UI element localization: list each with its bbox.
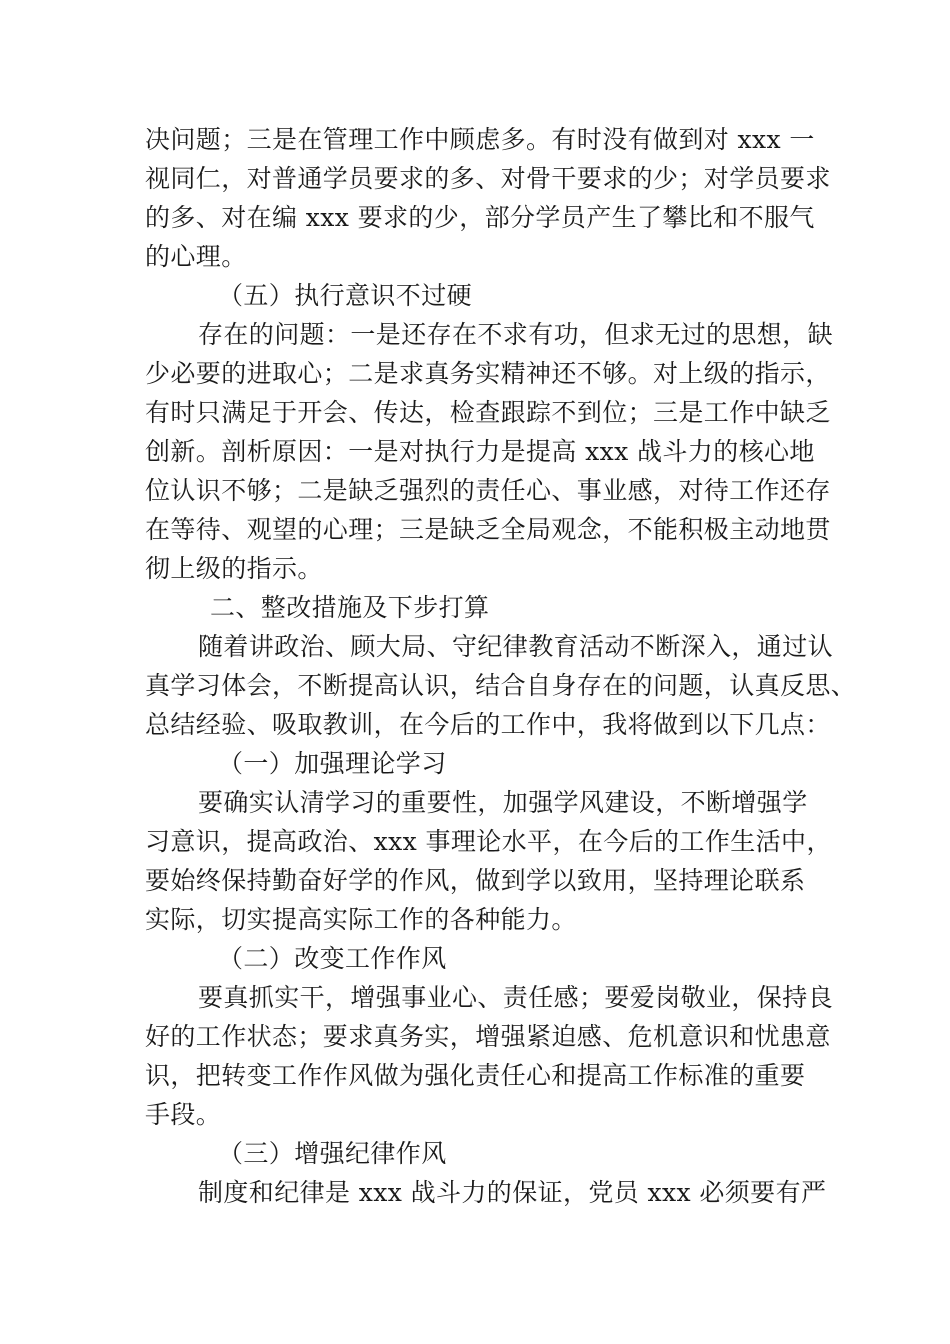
text-line: 位认识不够；二是缺乏强烈的责任心、事业感，对待工作还存 <box>145 476 831 505</box>
text-line: 好的工作状态；要求真务实，增强紧迫感、危机意识和忧患意 <box>145 1022 831 1051</box>
section-heading: （一）加强理论学习 <box>218 749 447 778</box>
text-line: 真学习体会，不断提高认识，结合自身存在的问题，认真反思、 <box>145 671 857 700</box>
text-line: 习意识，提高政治、xxx 事理论水平，在今后的工作生活中， <box>145 827 832 856</box>
text-line: 实际，切实提高实际工作的各种能力。 <box>145 905 577 934</box>
text-line: 视同仁，对普通学员要求的多、对骨干要求的少；对学员要求 <box>145 164 831 193</box>
paragraph-start: 随着讲政治、顾大局、守纪律教育活动不断深入，通过认 <box>198 632 834 661</box>
text-line: 的心理。 <box>145 242 247 271</box>
text-line: 决问题；三是在管理工作中顾虑多。有时没有做到对 xxx 一 <box>145 125 815 154</box>
text-line: 有时只满足于开会、传达，检查跟踪不到位；三是工作中缺乏 <box>145 398 831 427</box>
section-heading: （二）改变工作作风 <box>218 944 447 973</box>
section-heading: （五）执行意识不过硬 <box>218 281 473 310</box>
text-line: 总结经验、吸取教训，在今后的工作中，我将做到以下几点： <box>145 710 831 739</box>
text-line: 少必要的进取心；二是求真务实精神还不够。对上级的指示， <box>145 359 831 388</box>
paragraph-start: 制度和纪律是 xxx 战斗力的保证，党员 xxx 必须要有严 <box>198 1178 827 1207</box>
section-heading: （三）增强纪律作风 <box>218 1139 447 1168</box>
text-line: 创新。剖析原因：一是对执行力是提高 xxx 战斗力的核心地 <box>145 437 815 466</box>
paragraph-start: 要确实认清学习的重要性，加强学风建设，不断增强学 <box>198 788 808 817</box>
text-line: 的多、对在编 xxx 要求的少，部分学员产生了攀比和不服气 <box>145 203 815 232</box>
text-line: 在等待、观望的心理；三是缺乏全局观念，不能积极主动地贯 <box>145 515 831 544</box>
text-line: 手段。 <box>145 1100 222 1129</box>
text-line: 识，把转变工作作风做为强化责任心和提高工作标准的重要 <box>145 1061 806 1090</box>
paragraph-start: 存在的问题：一是还存在不求有功，但求无过的思想，缺 <box>198 320 834 349</box>
text-line: 要始终保持勤奋好学的作风，做到学以致用，坚持理论联系 <box>145 866 806 895</box>
chapter-heading: 二、整改措施及下步打算 <box>210 593 490 622</box>
text-line: 彻上级的指示。 <box>145 554 323 583</box>
paragraph-start: 要真抓实干，增强事业心、责任感；要爱岗敬业，保持良 <box>198 983 834 1012</box>
